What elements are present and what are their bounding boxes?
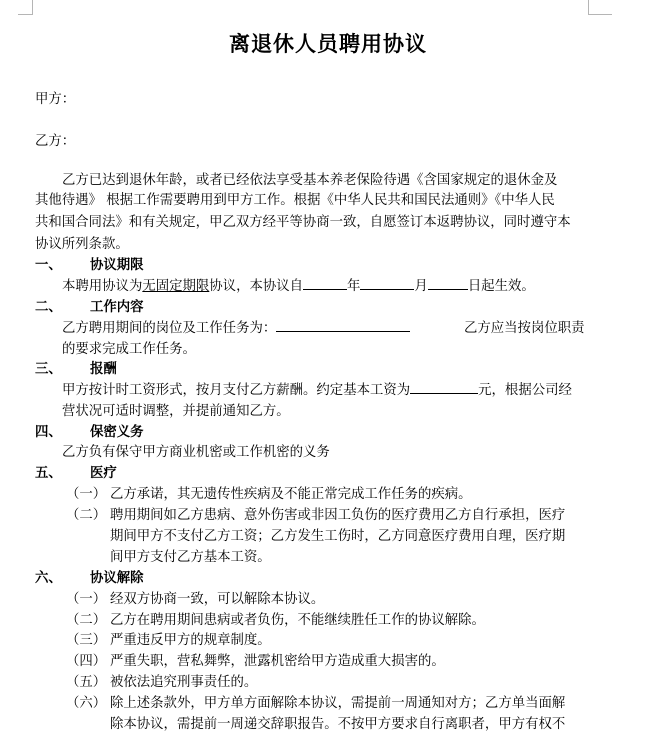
item-number: （六） (66, 696, 107, 711)
crop-mark-left-horizontal (18, 14, 33, 15)
job-line: 的要求完成工作任务。 (62, 342, 196, 357)
section-number: 四、 (35, 425, 62, 440)
term-text-mid: 协议，本协议自 (209, 279, 304, 294)
month-blank[interactable] (360, 276, 414, 290)
base-salary-blank[interactable] (410, 380, 478, 394)
pay-line: 营状况可适时调整，并提前通知乙方。 (62, 404, 290, 419)
party-b-label: 乙方： (35, 134, 76, 149)
section-heading: 医疗 (90, 466, 117, 481)
item-number: （二） (66, 508, 107, 523)
intro-line: 其他待遇》 根据工作需要聘用到甲方工作。根据《中华人民共和国民法通则》《中华人民 (35, 193, 555, 208)
year-blank[interactable] (303, 276, 347, 290)
termination-item: 除本协议，需提前一周递交辞职报告。不按甲方要求自行离职者，甲方有权不 (110, 717, 566, 732)
job-duty-text: 乙方应当按岗位职责 (464, 321, 585, 336)
item-number: （一） (66, 487, 107, 502)
confidentiality-line: 乙方负有保守甲方商业机密或工作机密的义务 (62, 445, 330, 460)
job-position-label: 乙方聘用期间的岗位及工作任务为： (62, 321, 277, 336)
day-blank[interactable] (428, 276, 468, 290)
medical-item: 乙方承诺，其无遗传性疾病及不能正常完成工作任务的疾病。 (110, 487, 472, 502)
item-number: （五） (66, 675, 107, 690)
section-number: 六、 (35, 571, 62, 586)
year-label: 年 (347, 279, 361, 294)
termination-item: 严重失职，营私舞弊，泄露机密给甲方造成重大损害的。 (110, 654, 445, 669)
medical-item: 间甲方支付乙方基本工资。 (110, 550, 271, 565)
section-heading: 工作内容 (90, 300, 144, 315)
termination-item: 被依法追究刑事责任的。 (110, 675, 258, 690)
item-number: （四） (66, 654, 107, 669)
day-label: 日起生效。 (467, 279, 535, 294)
crop-mark-right-vertical (588, 0, 589, 15)
party-a-label: 甲方： (35, 92, 76, 107)
termination-item: 严重违反甲方的规章制度。 (110, 633, 271, 648)
medical-item: 期间甲方不支付乙方工资；乙方发生工伤时，乙方同意医疗费用自理，医疗期 (110, 529, 566, 544)
section-number: 一、 (35, 258, 62, 273)
intro-line: 协议所列条款。 (35, 237, 129, 252)
term-clause (62, 275, 535, 294)
pay-text-lead: 甲方按计时工资形式，按月支付乙方薪酬。约定基本工资为 (62, 383, 411, 398)
item-number: （一） (66, 592, 107, 607)
pay-line (62, 379, 572, 398)
section-heading: 保密义务 (90, 425, 144, 440)
termination-item: 经双方协商一致，可以解除本协议。 (110, 592, 325, 607)
crop-mark-left-vertical (32, 0, 33, 15)
document-title: 离退休人员聘用协议 (229, 31, 427, 56)
job-line (62, 317, 410, 336)
section-heading: 协议期限 (90, 258, 144, 273)
medical-item: 聘用期间如乙方患病、意外伤害或非因工负伤的医疗费用乙方自行承担，医疗 (110, 508, 566, 523)
month-label: 月 (414, 279, 428, 294)
job-position-blank[interactable] (276, 318, 410, 332)
termination-item: 除上述条款外，甲方单方面解除本协议，需提前一周通知对方；乙方单当面解 (110, 696, 566, 711)
section-number: 二、 (35, 300, 62, 315)
crop-mark-right-horizontal (588, 14, 612, 15)
termination-item: 乙方在聘用期间患病或者负伤，不能继续胜任工作的协议解除。 (110, 613, 485, 628)
intro-line: 乙方已达到退休年龄，或者已经依法享受基本养老保险待遇《含国家规定的退休金及 (62, 173, 558, 188)
pay-text-tail: 元，根据公司经 (478, 383, 572, 398)
term-type-underlined: 无固定期限 (142, 279, 210, 294)
term-text-lead: 本聘用协议为 (62, 279, 143, 294)
item-number: （三） (66, 633, 107, 648)
item-number: （二） (66, 613, 107, 628)
section-number: 五、 (35, 466, 62, 481)
section-heading: 协议解除 (90, 571, 144, 586)
section-number: 三、 (35, 362, 62, 377)
section-heading: 报酬 (90, 362, 117, 377)
intro-line: 共和国合同法》和有关规定，甲乙双方经平等协商一致，自愿签订本返聘协议，同时遵守本 (35, 215, 571, 230)
